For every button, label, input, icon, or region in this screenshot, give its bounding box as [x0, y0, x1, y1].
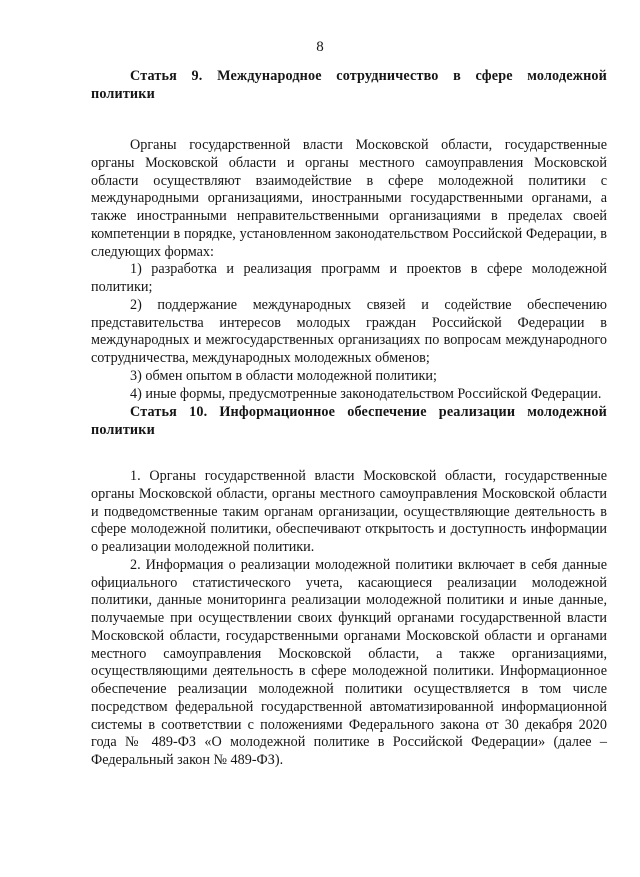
article-heading: Статья 9. Международное сотрудничество в сфере молодежной политики	[91, 68, 607, 102]
numbered-clause: 1. Органы государственной власти Московской области, государственные органы Московской области, органы местного самоуправления Московской области и подведомственные таким органам организации, осуществляющие деятельность в сфере молодежной политики, обеспечивают открытость и доступность информации о реализации молодежной политики.	[91, 468, 607, 556]
list-item: 2) поддержание международных связей и содействие обеспечению представительства интересов молодых граждан Российской Федерации в международных и межгосударственных организациях по вопросам международного сотрудничества, международных молодежных обменов;	[91, 296, 607, 367]
list-item: 1) разработка и реализация программ и проектов в сфере молодежной политики;	[91, 261, 607, 296]
article-9	[91, 68, 607, 403]
article-body	[91, 468, 607, 770]
paragraph: Органы государственной власти Московской области, государственные органы Московской области и органы местного самоуправления Московской области осуществляют взаимодействие в сфере молодежной политики с международными организациями, иностранными государственными органами, а также иностранными неправительственными организациями в пределах своей компетенции в порядке, установленном законодательством Российской Федерации, в следующих формах:	[91, 137, 607, 260]
list-item: 3) обмен опытом в области молодежной политики;	[130, 367, 437, 384]
article-heading: Статья 10. Информационное обеспечение реализации молодежной политики	[91, 404, 607, 438]
list-item: 4) иные формы, предусмотренные законодательством Российской Федерации.	[130, 385, 602, 402]
article-10	[91, 404, 607, 770]
article-body	[91, 137, 607, 403]
page-number: 8	[316, 39, 324, 55]
numbered-clause: 2. Информация о реализации молодежной политики включает в себя данные официального статистического учета, касающиеся реализации молодежной политики, данные мониторинга реализации молодежной политики и иные данные, получаемые при осуществлении своих функций органами государственной власти Московской области, государственными органами Московской области и органами местного самоуправления Московской области, а также организациями, осуществляющими деятельность в сфере молодежной политики. Информационное обеспечение реализации молодежной политики осуществляется в том числе посредством федеральной государственной автоматизированной информационной системы в соответствии с положениями Федерального закона от 30 декабря 2020 года № 489-ФЗ «О молодежной политике в Российской Федерации» (далее – Федеральный закон № 489-ФЗ).	[91, 556, 607, 769]
